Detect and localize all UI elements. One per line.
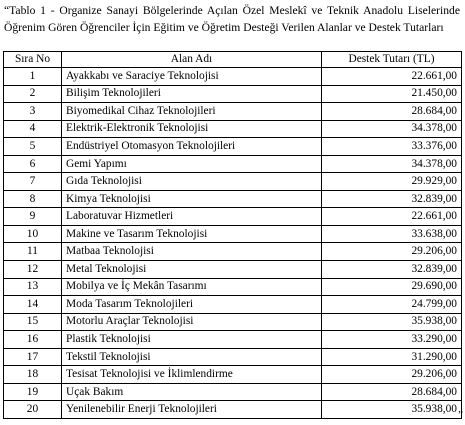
amount-cell: 33.638,00 [322, 225, 462, 243]
field-name-cell: Gemi Yapımı [62, 155, 322, 173]
field-name-cell: Mobilya ve İç Mekân Tasarımı [62, 278, 322, 296]
row-number-cell: 13 [4, 278, 62, 296]
field-name-cell: Matbaa Teknolojisi [62, 243, 322, 261]
row-number-cell: 4 [4, 120, 62, 138]
amount-cell: 32.839,00 [322, 190, 462, 208]
amount-cell: 29.690,00 [322, 278, 462, 296]
field-name-cell: Metal Teknolojisi [62, 261, 322, 279]
table-row [4, 68, 462, 86]
row-number-cell: 18 [4, 366, 62, 384]
table-row [4, 120, 462, 138]
amount-cell: 35.938,00 [322, 401, 462, 419]
row-number-cell: 9 [4, 208, 62, 226]
field-name-cell: Endüstriyel Otomasyon Teknolojileri [62, 138, 322, 156]
amount-cell: 34.378,00 [322, 120, 462, 138]
field-name-cell: Bilişim Teknolojileri [62, 85, 322, 103]
field-name-cell: Moda Tasarım Teknolojileri [62, 296, 322, 314]
field-name-cell: Ayakkabı ve Saraciye Teknolojisi [62, 68, 322, 86]
amount-cell: 31.290,00 [322, 348, 462, 366]
row-number-cell: 12 [4, 261, 62, 279]
amount-cell: 33.290,00 [322, 331, 462, 349]
field-name-cell: Kimya Teknolojisi [62, 190, 322, 208]
table-row [4, 331, 462, 349]
amount-cell: 21.450,00 [322, 85, 462, 103]
row-number-cell: 17 [4, 348, 62, 366]
header-destek-tutari: Destek Tutarı (TL) [322, 52, 462, 68]
table-row [4, 348, 462, 366]
field-name-cell: Motorlu Araçlar Teknolojisi [62, 313, 322, 331]
table-caption: “Tablo 1 - Organize Sanayi Bölgelerinde Açılan Özel Meslekî ve Teknik Anadolu Liselerinde Öğrenim Gören Öğrenciler İçin Eğitim ve Öğretim Desteği Verilen Alanlar ve Destek Tutarları [4, 4, 460, 34]
table-row [4, 278, 462, 296]
table-row [4, 138, 462, 156]
table-row [4, 296, 462, 314]
field-name-cell: Makine ve Tasarım Teknolojisi [62, 225, 322, 243]
field-name-cell: Biyomedikal Cihaz Teknolojileri [62, 103, 322, 121]
table-row [4, 103, 462, 121]
row-number-cell: 7 [4, 173, 62, 191]
field-name-cell: Laboratuvar Hizmetleri [62, 208, 322, 226]
table-row [4, 173, 462, 191]
amount-cell: 22.661,00 [322, 208, 462, 226]
row-number-cell: 20 [4, 401, 62, 419]
field-name-cell: Tekstil Teknolojisi [62, 348, 322, 366]
amount-cell: 24.799,00 [322, 296, 462, 314]
field-name-cell: Tesisat Teknolojisi ve İklimlendirme [62, 366, 322, 384]
row-number-cell: 1 [4, 68, 62, 86]
amount-cell: 33.376,00 [322, 138, 462, 156]
table-row [4, 366, 462, 384]
header-sira-no: Sıra No [4, 52, 62, 68]
amount-cell: 22.661,00 [322, 68, 462, 86]
row-number-cell: 16 [4, 331, 62, 349]
table-row [4, 383, 462, 401]
row-number-cell: 11 [4, 243, 62, 261]
table-row [4, 243, 462, 261]
header-alan-adi: Alan Adı [62, 52, 322, 68]
row-number-cell: 5 [4, 138, 62, 156]
row-number-cell: 2 [4, 85, 62, 103]
amount-cell: 35.938,00 [322, 313, 462, 331]
table-row [4, 208, 462, 226]
closing-quote: ” [458, 409, 463, 421]
amount-cell: 29.929,00 [322, 173, 462, 191]
amount-cell: 29.206,00 [322, 366, 462, 384]
row-number-cell: 6 [4, 155, 62, 173]
table-row [4, 155, 462, 173]
row-number-cell: 8 [4, 190, 62, 208]
field-name-cell: Uçak Bakım [62, 383, 322, 401]
amount-cell: 32.839,00 [322, 261, 462, 279]
row-number-cell: 14 [4, 296, 62, 314]
table-row [4, 190, 462, 208]
table-row [4, 85, 462, 103]
field-name-cell: Elektrik-Elektronik Teknolojisi [62, 120, 322, 138]
table-row [4, 261, 462, 279]
row-number-cell: 3 [4, 103, 62, 121]
table-row [4, 313, 462, 331]
row-number-cell: 10 [4, 225, 62, 243]
field-name-cell: Gıda Teknolojisi [62, 173, 322, 191]
header-row [4, 52, 462, 68]
field-name-cell: Plastik Teknolojisi [62, 331, 322, 349]
amount-cell: 28.684,00 [322, 103, 462, 121]
support-table [3, 51, 462, 419]
table-row [4, 225, 462, 243]
table-row [4, 401, 462, 419]
row-number-cell: 19 [4, 383, 62, 401]
amount-cell: 34.378,00 [322, 155, 462, 173]
amount-cell: 29.206,00 [322, 243, 462, 261]
field-name-cell: Yenilenebilir Enerji Teknolojileri [62, 401, 322, 419]
amount-cell: 28.684,00 [322, 383, 462, 401]
row-number-cell: 15 [4, 313, 62, 331]
